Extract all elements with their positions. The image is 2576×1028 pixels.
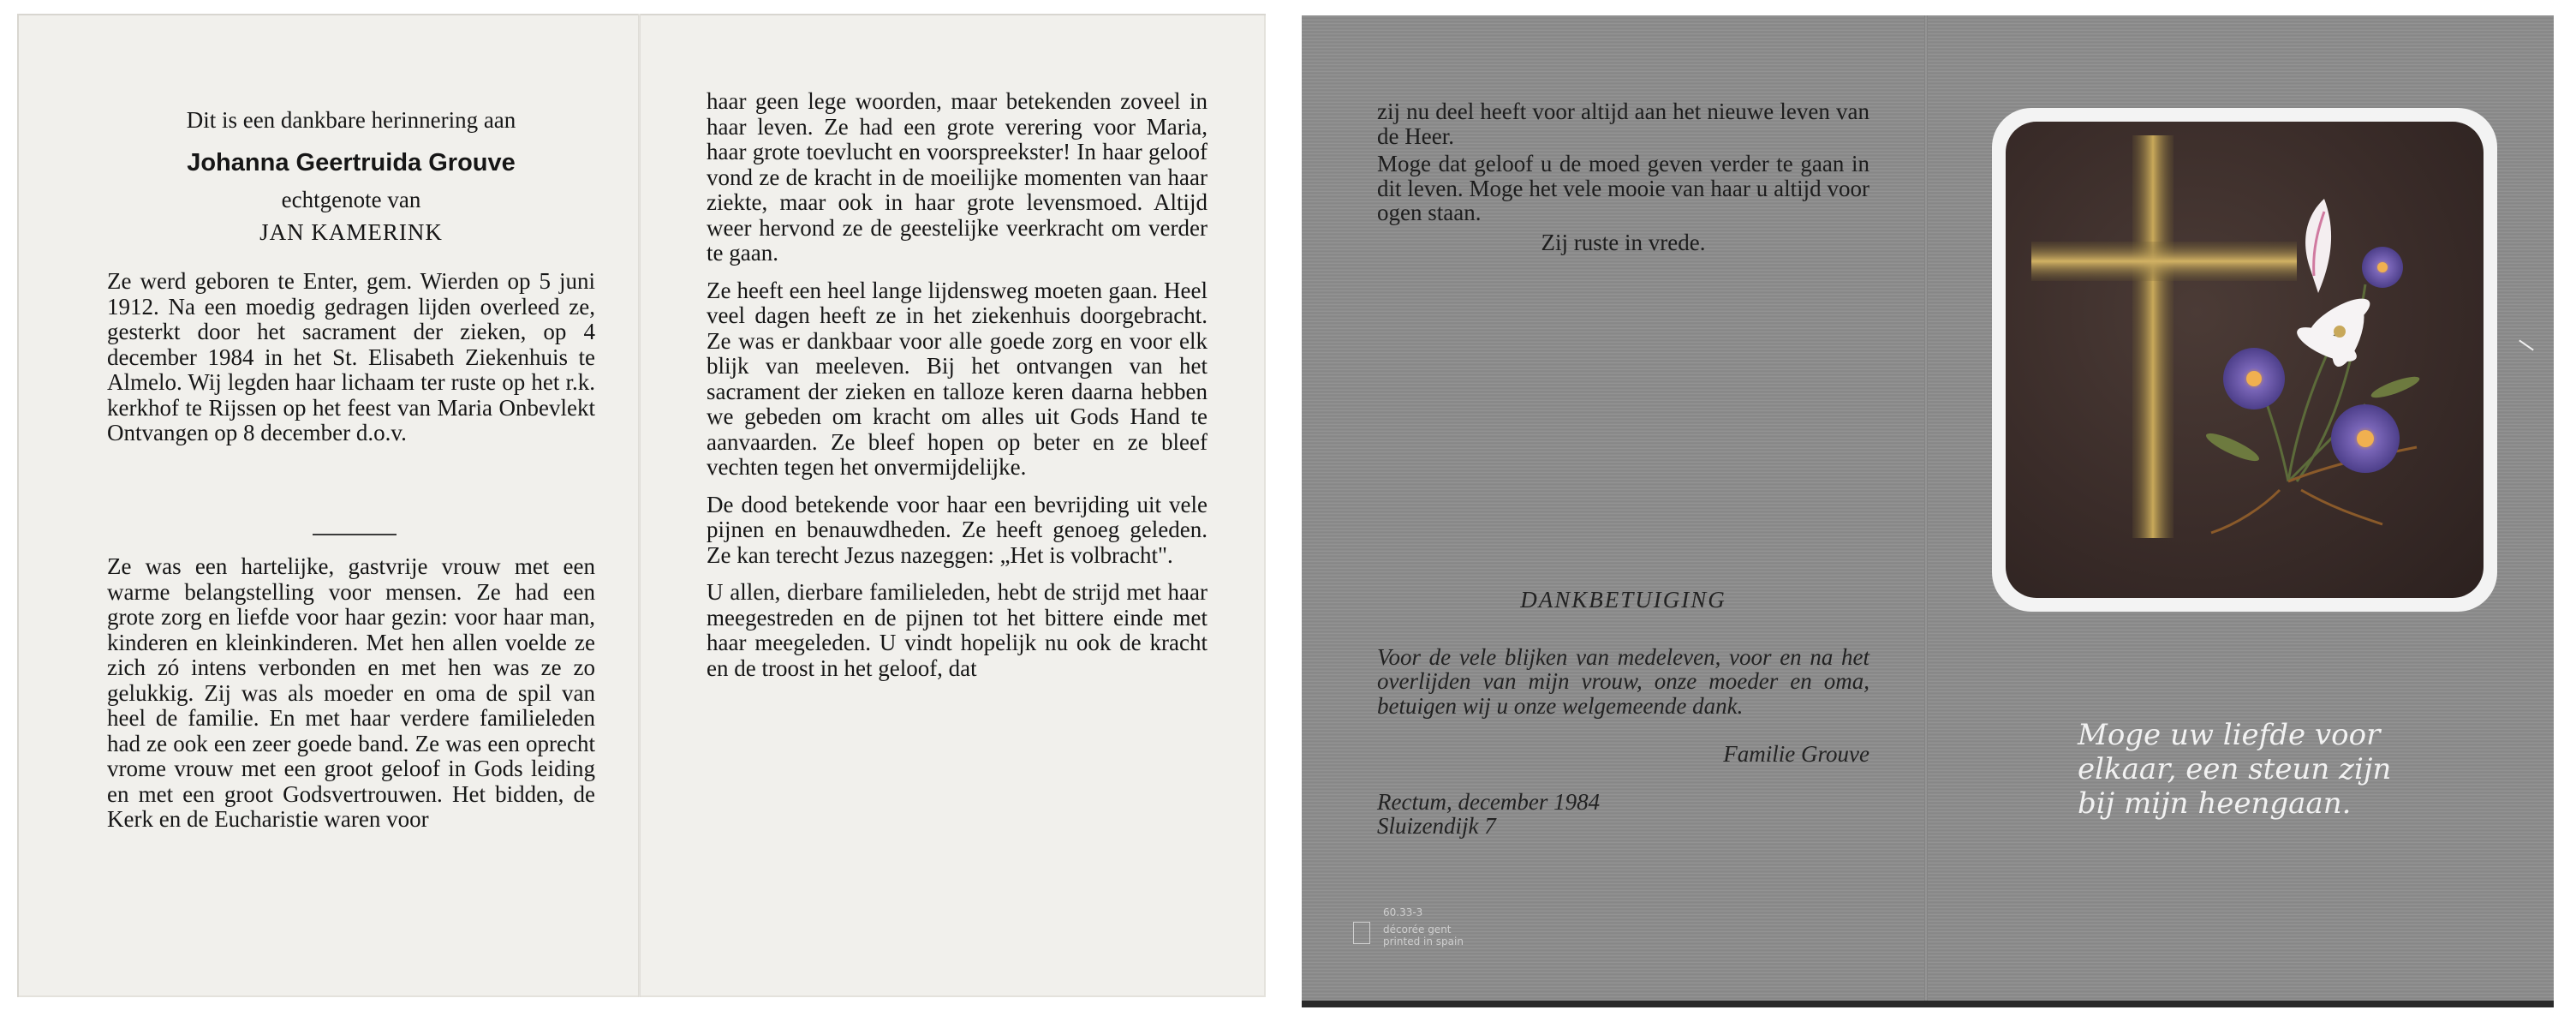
outer-fold-line [1924, 15, 1928, 1001]
death-paragraph: De dood betekende voor haar een bevrijding uit vele pijnen en benauwdheden. Ze heeft genoeg geleden. Ze kan terecht Jezus nazeggen: „Het is volbracht". [707, 491, 1208, 568]
motto-line-3: bij mijn heengaan. [2078, 786, 2352, 821]
intro-block [107, 108, 595, 245]
inner-right-page [707, 14, 1208, 997]
cover-motto [2078, 718, 2437, 821]
spouse-label: echtgenote van [281, 187, 421, 212]
new-life-paragraph: zij nu deel heeft voor altijd aan het nieuwe leven van de Heer. [1377, 99, 1869, 149]
printer-lines [1383, 923, 1503, 947]
card-shadow [1302, 1001, 2554, 1007]
intro-text: Dit is een dankbare herinnering aan [186, 107, 516, 133]
suffering-paragraph: Ze heeft een heel lange lijdensweg moeten gaan. Heel veel dagen heeft ze in het ziekenhuis doorgebracht. Ze was er dankbaar voor alle goede zorg en voor elk blijk van meeleven. Bij het ontvangen van het sacrament der zieken en talloze keren daarna hebben we gebeden om kracht om alles uit Gods Hand te aanvaarden. Ze bleef hopen op beter en ze bleef vechten tegen het onvermijdelijke. [707, 277, 1208, 480]
thanks-block [1377, 588, 1869, 839]
white-lily-icon [2293, 291, 2376, 371]
cross-icon [2031, 135, 2297, 538]
spouse-name: JAN KAMERINK [259, 218, 443, 245]
thanks-body: Voor de vele blijken van medeleven, voor en na het overlijden van mijn vrouw, onze moeder en oma, betuigen wij u onze welgemeende dank. [1377, 643, 1869, 719]
corner-mark [2519, 339, 2534, 350]
purple-flower-top-icon [2362, 247, 2403, 288]
printer-line-1: décorée gent [1383, 923, 1452, 935]
inner-fold-line [638, 14, 641, 997]
purple-flower-right-icon [2331, 404, 2400, 473]
faith-paragraph: haar geen lege woorden, maar betekenden zoveel in haar leven. Ze had een grote verering voor Maria, haar grote toevlucht en voorspreekster! In haar geloof vond ze de kracht in de moeilijke momenten van haar ziekte, maar ook in haar grote levensmoed. Altijd weer hervond ze de geestelijke veerkracht om verder te gaan. [707, 88, 1208, 266]
calla-lily-icon [2305, 199, 2331, 293]
cover-image-frame [1992, 108, 2497, 612]
character-paragraph: Ze was een hartelijke, gastvrije vrouw met een warme belangstelling voor mensen. Ze had een grote zorg en liefde voor haar gezin: voor haar man, kinderen en kleinkinderen. Met hen allen voelde ze zich zó intens verbonden en met hen was ze zo gelukkig. Zij was als moeder en oma de spil van heel de familie. En met haar verdere familieleden had ze ook een zeer goede band. Ze was een oprecht vrome vrouw met een groot geloof in Gods leiding en met een groot Godsvertrouwen. Het bidden, de Kerk en de Eucharistie waren voor [107, 553, 595, 832]
flower-stems [2211, 284, 2417, 533]
motto-line-1: Moge uw liefde voor [2078, 718, 2381, 752]
printer-logo-icon [1353, 922, 1370, 944]
printer-line-2: printed in spain [1383, 935, 1464, 947]
motto-line-2: elkaar, een steun zijn [2078, 752, 2392, 786]
place-date: Rectum, december 1984 [1377, 788, 1601, 815]
inner-right-text [707, 89, 1208, 693]
inner-card [17, 14, 1266, 997]
printer-code: 60.33-3 [1383, 906, 1423, 918]
divider-rule [313, 534, 397, 535]
family-paragraph: U allen, dierbare familieleden, hebt de strijd met haar meegestreden en de pijnen tot het bittere einde met haar meegeleden. U vindt hopelijk nu ook de kracht en de troost in het geloof, dat [707, 579, 1208, 681]
inner-left-page [107, 14, 595, 997]
address: Sluizendijk 7 [1377, 813, 1496, 839]
cover-image [2006, 122, 2484, 598]
outer-card [1302, 15, 2554, 1001]
courage-paragraph: Moge dat geloof u de moed geven verder te gaan in dit leven. Moge het vele mooie van haar u altijd voor ogen staan. [1377, 151, 1869, 225]
cross-and-flowers-illustration [2006, 122, 2484, 598]
purple-flower-left-icon [2223, 348, 2285, 409]
back-text-block [1377, 99, 1869, 278]
printer-mark [1349, 906, 1503, 947]
biography-paragraph: Ze werd geboren te Enter, gem. Wierden op 5 juni 1912. Na een moedig gedragen lijden overleed ze, gesterkt door het sacrament der zieken, op 4 december 1984 in het St. Elisabeth Ziekenhuis te Almelo. Wij legden haar lichaam ter ruste op het r.k. kerkhof te Rijssen op het feest van Maria Onbevlekt Ontvangen op 8 december d.o.v. [107, 268, 595, 445]
thanks-title: DANKBETUIGING [1520, 587, 1726, 613]
deceased-name: Johanna Geertruida Grouve [187, 148, 516, 176]
rest-in-peace: Zij ruste in vrede. [1541, 229, 1706, 255]
family-signature: Familie Grouve [1723, 741, 1869, 767]
